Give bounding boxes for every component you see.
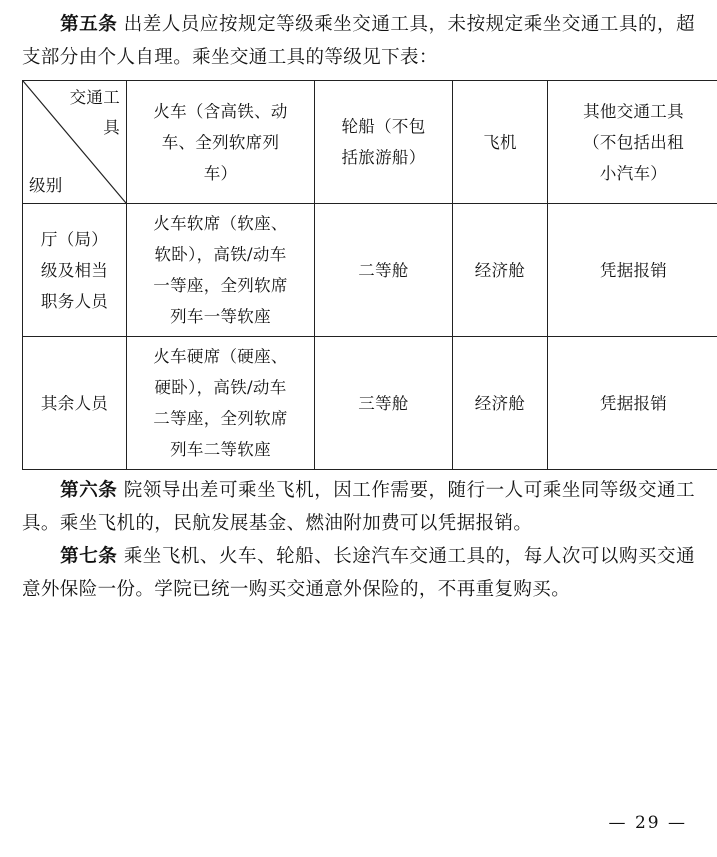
row-other-1: 凭据报销 [548,204,717,337]
row-plane-2: 经济舱 [453,337,548,470]
article-label-7: 第七条 [60,546,118,567]
header-train: 火车（含高铁、动 车、全列软席列 车） [127,81,315,204]
row-ship-2: 三等舱 [315,337,453,470]
corner-label-rows: 级别 [29,176,63,195]
paragraph-article-5 [22,8,695,74]
article-label-5: 第五条 [60,14,118,35]
row-level-2: 其余人员 [23,337,127,470]
row-other-2: 凭据报销 [548,337,717,470]
row-ship-1: 二等舱 [315,204,453,337]
paragraph-article-6 [22,474,695,540]
corner-label-columns: 交通工具 [69,88,120,137]
page-number: — 29 — [608,813,687,833]
article-text-6: 院领导出差可乘坐飞机，因工作需要，随行一人可乘坐同等级交通工具。乘坐飞机的，民航发展基金、燃油附加费可以凭据报销。 [22,480,696,534]
header-plane: 飞机 [453,81,548,204]
paragraph-article-7 [22,540,695,606]
header-ship: 轮船（不包 括旅游船） [315,81,453,204]
table-row [23,337,717,470]
row-plane-1: 经济舱 [453,204,548,337]
header-other: 其他交通工具 （不包括出租 小汽车） [548,81,717,204]
article-label-6: 第六条 [60,480,118,501]
table-corner-cell [23,81,127,204]
travel-class-table-wrapper [22,80,695,470]
article-text-5: 出差人员应按规定等级乘坐交通工具，未按规定乘坐交通工具的，超支部分由个人自理。乘坐交通工具的等级见下表： [22,14,696,68]
travel-class-table [22,80,717,470]
row-train-1: 火车软席（软座、 软卧），高铁/动车 一等座，全列软席 列车一等软座 [127,204,315,337]
article-text-7: 乘坐飞机、火车、轮船、长途汽车交通工具的，每人次可以购买交通意外保险一份。学院已统一购买交通意外保险的，不再重复购买。 [22,546,696,600]
table-header-row [23,81,717,204]
row-train-2: 火车硬席（硬座、 硬卧），高铁/动车 二等座，全列软席 列车二等软座 [127,337,315,470]
table-row [23,204,717,337]
row-level-1: 厅（局） 级及相当 职务人员 [23,204,127,337]
